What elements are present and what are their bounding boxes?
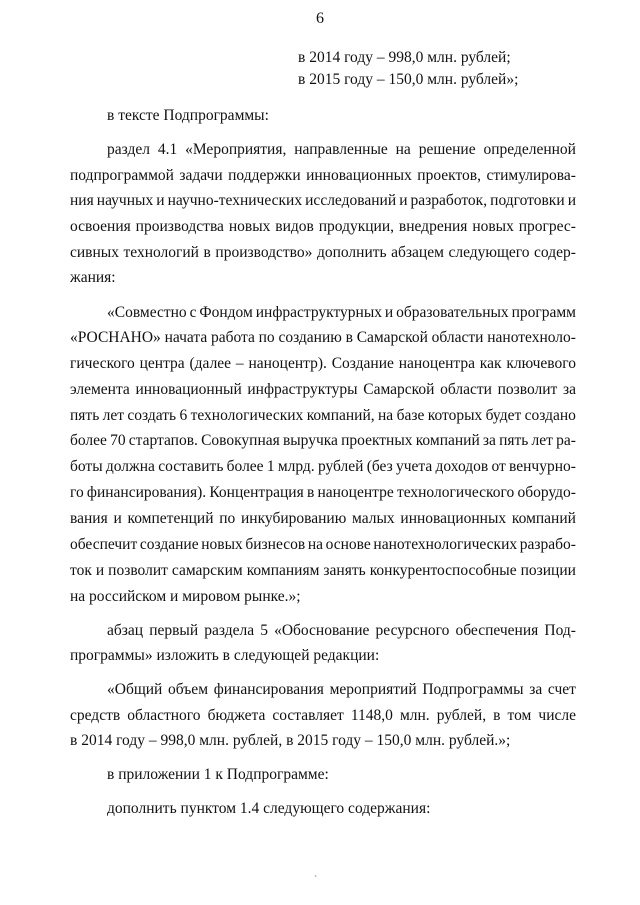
word: рублей — [317, 458, 364, 475]
scan-artifact: ` — [314, 875, 318, 886]
word: счет — [547, 681, 576, 698]
word: венчурно- — [509, 458, 576, 475]
text-line — [70, 561, 576, 581]
word: базе — [396, 407, 425, 424]
text-line: в 2014 году – 998,0 млн. рублей, в 2015 году – 150,0 млн. рублей.»; — [70, 732, 511, 749]
word: от — [491, 458, 506, 475]
text-line — [107, 303, 576, 323]
word: центра — [139, 355, 185, 372]
word: подпрограммой — [70, 167, 174, 184]
word: го — [70, 484, 84, 501]
word: проектных — [341, 432, 413, 449]
word: технологического — [396, 484, 515, 501]
word: разработок, — [410, 192, 488, 209]
word: разрабо- — [519, 536, 576, 553]
word: должна — [105, 458, 155, 475]
word: за — [562, 381, 576, 398]
text-line — [70, 191, 576, 211]
word: определенной — [483, 141, 576, 158]
word: и — [95, 562, 105, 579]
word: новых — [201, 536, 243, 553]
word: бюджета — [207, 707, 266, 724]
word: которых — [427, 407, 483, 424]
word: первый — [149, 622, 199, 639]
word: Подпрограммы — [422, 681, 524, 698]
word: конкурентоспособные — [369, 562, 517, 579]
word: пять — [70, 407, 100, 424]
word: «РОСНАНО» — [70, 329, 161, 346]
word: задачи — [179, 167, 223, 184]
word: (далее — [189, 355, 232, 372]
word: нанотехноло- — [487, 329, 576, 346]
word: создать — [127, 407, 177, 424]
word: стимулирова- — [486, 167, 576, 184]
word: мероприятий — [329, 681, 417, 698]
word: производство» — [215, 244, 313, 261]
text-line — [70, 509, 576, 529]
word: «Мероприятия, — [185, 141, 287, 158]
word: 1 — [266, 458, 275, 475]
text-line — [70, 457, 576, 477]
word: области — [440, 381, 492, 398]
word: позволит — [497, 381, 558, 398]
word: Самарской — [363, 381, 435, 398]
text-line — [70, 483, 576, 503]
word: Самарской — [356, 329, 428, 346]
word: областного — [127, 707, 201, 724]
word: новых — [228, 218, 271, 235]
word: будет — [485, 407, 522, 424]
word: гического — [70, 355, 135, 372]
word: Совокупная — [201, 432, 280, 449]
word: основе — [325, 536, 371, 553]
word: содер- — [534, 244, 576, 261]
text-line: в приложении 1 к Подпрограмме: — [107, 766, 329, 783]
word: ключевого — [506, 355, 576, 372]
word: компаний, — [306, 407, 375, 424]
word: инновационный — [135, 381, 242, 398]
word: бизнесов — [245, 536, 306, 553]
text-line — [70, 166, 576, 186]
word: подготовки — [490, 192, 565, 209]
word: прогрес- — [518, 218, 576, 235]
word: продукции, — [318, 218, 394, 235]
word: инновационных — [400, 510, 507, 527]
word: компетенций — [127, 510, 214, 527]
word: – — [235, 355, 244, 372]
word: лет — [102, 407, 125, 424]
word: объем — [168, 681, 209, 698]
word: пять — [499, 432, 529, 449]
word: 5 — [260, 622, 268, 639]
word: позволит — [108, 562, 168, 579]
text-line — [70, 535, 576, 555]
word: боты — [70, 458, 103, 475]
text-line: дополнить пунктом 1.4 следующего содержания: — [107, 800, 431, 817]
text-line — [70, 354, 576, 374]
text-line — [70, 431, 576, 451]
word: решение — [418, 141, 476, 158]
word: технологий — [123, 244, 199, 261]
word: оборудо- — [517, 484, 576, 501]
word: следующего — [448, 244, 530, 261]
word: с — [189, 304, 197, 321]
text-line — [70, 706, 576, 726]
word: в — [493, 707, 501, 724]
word: в — [345, 329, 353, 346]
word: млн. — [399, 707, 430, 724]
text-line: в 2014 году – 998,0 млн. рублей; — [298, 49, 511, 66]
word: по — [219, 510, 236, 527]
word: освоения — [70, 218, 131, 235]
word: за — [529, 681, 543, 698]
word: компаний — [415, 432, 480, 449]
word: создано — [524, 407, 576, 424]
word: за — [482, 432, 496, 449]
word: выручка — [282, 432, 338, 449]
word: Создание — [331, 355, 394, 372]
word: занять — [323, 562, 366, 579]
word: компаний — [511, 510, 576, 527]
word: инкубированию — [241, 510, 347, 527]
text-line — [70, 217, 576, 237]
word: компаниям — [246, 562, 320, 579]
word: средств — [70, 707, 121, 724]
word: работа — [210, 329, 255, 346]
text-line — [70, 328, 576, 348]
word: новых — [472, 218, 514, 235]
word: 1148,0 — [350, 707, 393, 724]
word: 70 — [110, 432, 126, 449]
word: инфраструктуры — [247, 381, 358, 398]
word: раздела — [204, 622, 255, 639]
word: нанотехнологических — [373, 536, 518, 553]
word: наноцентр). — [248, 355, 327, 372]
word: образовательных — [396, 304, 509, 321]
word: в — [306, 484, 315, 501]
word: вания — [70, 510, 108, 527]
word: 6 — [179, 407, 188, 424]
word: программ — [511, 304, 576, 321]
word: самарским — [171, 562, 243, 579]
word: Концентрация — [209, 484, 304, 501]
word: «Общий — [107, 681, 163, 698]
word: 4.1 — [157, 141, 178, 158]
word: абзац — [107, 622, 144, 639]
word: научно-технических — [167, 192, 303, 209]
word: «Обоснование — [274, 622, 370, 639]
word: внедрения — [398, 218, 468, 235]
word: по — [258, 329, 275, 346]
word: поддержки — [228, 167, 301, 184]
word: ток — [70, 562, 92, 579]
word: наноцентре — [317, 484, 394, 501]
word: ния — [70, 192, 94, 209]
text-line — [70, 380, 576, 400]
word: созданию — [278, 329, 342, 346]
word: составить — [158, 458, 224, 475]
text-line: в тексте Подпрограммы: — [107, 107, 269, 124]
word: наноцентра — [398, 355, 475, 372]
word: ресурсного — [375, 622, 450, 639]
text-line: в 2015 году – 150,0 млн. рублей»; — [298, 71, 519, 88]
word: проектов, — [417, 167, 481, 184]
word: элемента — [70, 381, 130, 398]
word: дополнить — [316, 244, 387, 261]
word: производства — [135, 218, 224, 235]
word: лет — [531, 432, 553, 449]
text-line: на российском и мировом рынке.»; — [70, 588, 301, 605]
text-line — [70, 406, 576, 426]
word: Фондом — [199, 304, 253, 321]
word: области — [431, 329, 484, 346]
word: обеспечит — [70, 536, 138, 553]
text-line — [107, 680, 576, 700]
word: направленные — [294, 141, 388, 158]
word: технологических — [190, 407, 304, 424]
text-line — [107, 621, 576, 641]
word: Под- — [544, 622, 576, 639]
word: «Совместно — [107, 304, 187, 321]
word: видов — [275, 218, 314, 235]
word: научных — [96, 192, 154, 209]
word: более — [70, 432, 107, 449]
word: малых — [352, 510, 395, 527]
word: и — [384, 304, 394, 321]
word: и — [567, 192, 576, 209]
word: начата — [164, 329, 208, 346]
word: и — [113, 510, 122, 527]
word: создание — [139, 536, 199, 553]
word: сивных — [70, 244, 119, 261]
word: (без — [366, 458, 393, 475]
word: том — [507, 707, 532, 724]
word: абзацем — [391, 244, 444, 261]
text-line: программы» изложить в следующей редакции: — [70, 647, 380, 664]
word: и — [399, 192, 408, 209]
word: исследований — [305, 192, 397, 209]
word: на — [395, 141, 411, 158]
word: и — [156, 192, 165, 209]
word: доходов — [435, 458, 489, 475]
word: числе — [538, 707, 576, 724]
word: рублей, — [436, 707, 487, 724]
word: на — [307, 536, 323, 553]
word: раздел — [107, 141, 150, 158]
word: инфраструктурных — [255, 304, 382, 321]
word: как — [479, 355, 502, 372]
word: финансирования — [213, 681, 324, 698]
word: млрд. — [277, 458, 315, 475]
word: финансирования). — [86, 484, 207, 501]
word: позиции — [520, 562, 576, 579]
word: инновационных — [306, 167, 412, 184]
text-line — [70, 243, 576, 263]
text-line — [107, 140, 576, 160]
word: в — [203, 244, 211, 261]
word: обеспечения — [455, 622, 539, 639]
word: на — [378, 407, 394, 424]
word: стартапов. — [128, 432, 198, 449]
word: ра- — [556, 432, 576, 449]
page-number: 6 — [316, 10, 324, 27]
word: составляет — [272, 707, 344, 724]
word: более — [226, 458, 264, 475]
text-line: жания: — [70, 269, 116, 286]
word: учета — [396, 458, 433, 475]
